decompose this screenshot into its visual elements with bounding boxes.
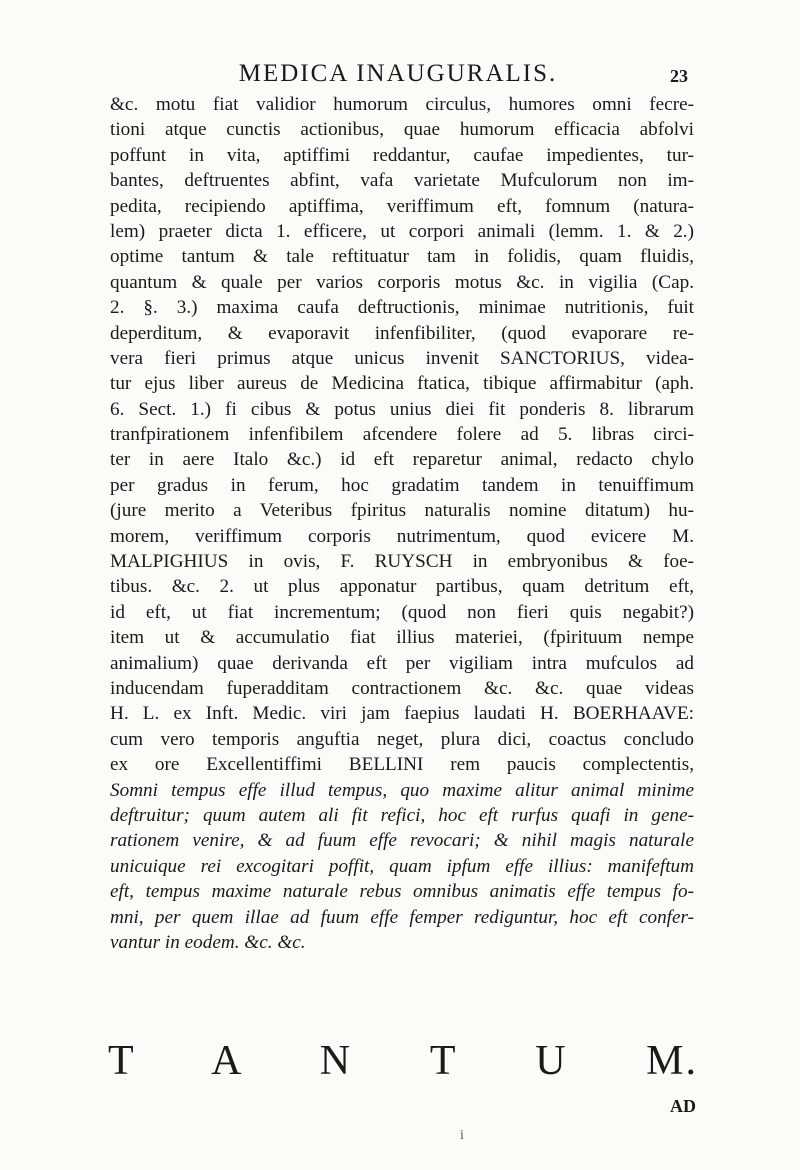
quote-line: mni, per quem illae ad fuum effe femper rediguntur, hoc eft confer- bbox=[110, 906, 694, 928]
quote-line: eft, tempus maxime naturale rebus omnibus animatis effe tempus fo- bbox=[110, 881, 694, 903]
quote-line: rationem venire, & ad fuum effe revocari; & nihil magis naturale bbox=[110, 830, 694, 852]
body-text bbox=[110, 92, 694, 955]
text-line: deperditum, & evaporavit infenfibiliter, (quod evaporare re- bbox=[110, 322, 694, 344]
text-line: quantum & quale per varios corporis motus &c. in vigilia (Cap. bbox=[110, 271, 694, 293]
text-line: poffunt in vita, aptiffimi reddantur, caufae impedientes, tur- bbox=[110, 144, 694, 166]
text-line: tranfpirationem infenfibilem afcendere folere ad 5. libras circi- bbox=[110, 424, 694, 446]
quote-line: unicuique rei excogitari poffit, quam ipfum effe illius: manifeftum bbox=[110, 855, 694, 877]
signature-mark: i bbox=[460, 1128, 464, 1143]
text-line: ter in aere Italo &c.) id eft reparetur animal, redacto chylo bbox=[110, 449, 694, 471]
text-line: cum vero temporis anguftia neget, plura dici, coactus concludo bbox=[110, 728, 694, 750]
quote-line: deftruitur; quum autem ali fit refici, hoc eft rurfus quafi in gene- bbox=[110, 804, 694, 826]
text-line: &c. motu fiat validior humorum circulus, humores omni fecre- bbox=[110, 94, 694, 115]
text-line: tioni atque cunctis actionibus, quae humorum efficacia abfolvi bbox=[110, 119, 694, 141]
text-line: tibus. &c. 2. ut plus apponatur partibus, quam detritum eft, bbox=[110, 576, 694, 598]
text-line: vera fieri primus atque unicus invenit SANCTORIUS, videa- bbox=[110, 347, 694, 369]
text-line: item ut & accumulatio fiat illius materiei, (fpirituum nempe bbox=[110, 627, 694, 649]
catchword: AD bbox=[670, 1096, 696, 1116]
text-line: tur ejus liber aureus de Medicina ftatica, tibique affirmabitur (aph. bbox=[110, 373, 694, 395]
quote-line: Somni tempus effe illud tempus, quo maxime alitur animal minime bbox=[110, 779, 694, 801]
text-line: morem, veriffimum corporis nutrimentum, quod evicere M. bbox=[110, 525, 694, 547]
text-line: animalium) quae derivanda eft per vigiliam intra mufculos ad bbox=[110, 652, 694, 674]
text-line: per gradus in ferum, hoc gradatim tandem in tenuiffimum bbox=[110, 474, 694, 496]
text-line: 2. §. 3.) maxima caufa deftructionis, minimae nutritionis, fuit bbox=[110, 297, 694, 319]
text-line: optime tantum & tale reftituatur tam in folidis, quam fluidis, bbox=[110, 246, 694, 268]
text-line: inducendam fuperadditam contractionem &c. &c. quae videas bbox=[110, 677, 694, 699]
text-line: ex ore Excellentiffimi BELLINI rem paucis complectentis, bbox=[110, 754, 694, 776]
text-line: (jure merito a Veteribus fpiritus naturalis nomine ditatum) hu- bbox=[110, 500, 694, 522]
text-line: pedita, recipiendo aptiffima, veriffimum eft, fomnum (natura- bbox=[110, 195, 694, 217]
quote-line: vantur in eodem. &c. &c. bbox=[110, 931, 306, 953]
text-line: H. L. ex Inft. Medic. viri jam faepius laudati H. BOERHAAVE: bbox=[110, 703, 694, 725]
text-line: MALPIGHIUS in ovis, F. RUYSCH in embryonibus & foe- bbox=[110, 551, 694, 573]
text-line: bantes, deftruentes abfint, vafa varietate Mufculorum non im- bbox=[110, 170, 694, 192]
text-line: 6. Sect. 1.) fi cibus & potus unius diei fit ponderis 8. librarum bbox=[110, 398, 694, 420]
page-number: 23 bbox=[670, 66, 688, 86]
running-head: MEDICA INAUGURALIS. bbox=[238, 60, 558, 87]
text-line: lem) praeter dicta 1. efficere, ut corpori animali (lemm. 1. & 2.) bbox=[110, 220, 694, 242]
finis-word: T A N T U M. bbox=[108, 1038, 698, 1084]
text-line: id eft, ut fiat incrementum; (quod non fieri quis negabit?) bbox=[110, 601, 694, 623]
